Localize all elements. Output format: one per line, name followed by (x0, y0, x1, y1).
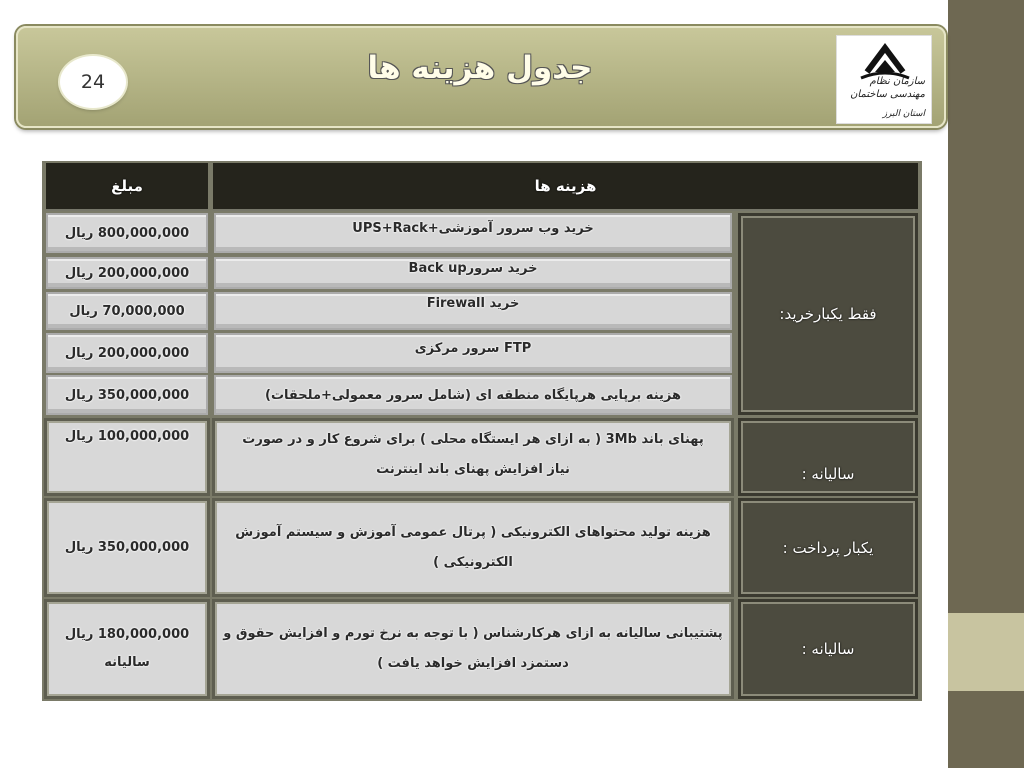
description-cell: FTP سرور مرکزی (214, 333, 732, 373)
organization-logo (836, 35, 932, 124)
description-cell: خرید وب سرور آموزشی+UPS+Rack (214, 213, 732, 253)
category-annual: سالیانه : (738, 418, 918, 496)
page-number: 24 (60, 56, 126, 108)
amount-cell: 350,000,000 ریال (44, 498, 210, 597)
description-cell: خرید سرورBack up (214, 257, 732, 289)
cost-table (42, 161, 922, 701)
amount-cell: 350,000,000 ریال (46, 375, 208, 415)
logo-text-line1: سازمان نظام مهندسی ساختمان (850, 76, 925, 100)
amount-cell: 800,000,000 ریال (46, 213, 208, 253)
description-cell: پشتیبانی سالیانه به ازای هرکارشناس ( با توجه به نرخ تورم و افزایش حقوق و دستمزد افزایش خواهد یافت ) (212, 599, 734, 699)
amount-cell: 100,000,000 ریال (44, 418, 210, 496)
description-cell: خرید Firewall (214, 292, 732, 330)
header-amount: مبلغ (46, 163, 208, 211)
amount-cell: 200,000,000 ریال (46, 333, 208, 373)
description-cell: پهنای باند 3Mb ( به ازای هر ایستگاه محلی ) برای شروع کار و در صورت نیاز افزایش پهنای باند اینترنت (212, 418, 734, 496)
description-cell: هزینه تولید محتواهای الکترونیکی ( پرتال عمومی آموزش و سیستم آموزش الکترونیکی ) (212, 498, 734, 597)
amount-cell: 180,000,000 ریال سالیانه (44, 599, 210, 699)
amount-cell: 200,000,000 ریال (46, 257, 208, 289)
page-title: جدول هزینه ها (367, 50, 593, 86)
category-annual-support: سالیانه : (738, 599, 918, 699)
header-costs: هزینه ها (213, 163, 918, 211)
side-bar-accent (948, 613, 1024, 691)
category-one-time-payment: یکبار پرداخت : (738, 498, 918, 597)
amount-cell: 70,000,000 ریال (46, 292, 208, 330)
description-cell: هزینه برپایی هرپایگاه منطقه ای (شامل سرور معمولی+ملحقات) (214, 375, 732, 415)
logo-text-line2: استان البرز (882, 109, 925, 119)
category-one-time-purchase: فقط یکبارخرید: (738, 213, 918, 415)
